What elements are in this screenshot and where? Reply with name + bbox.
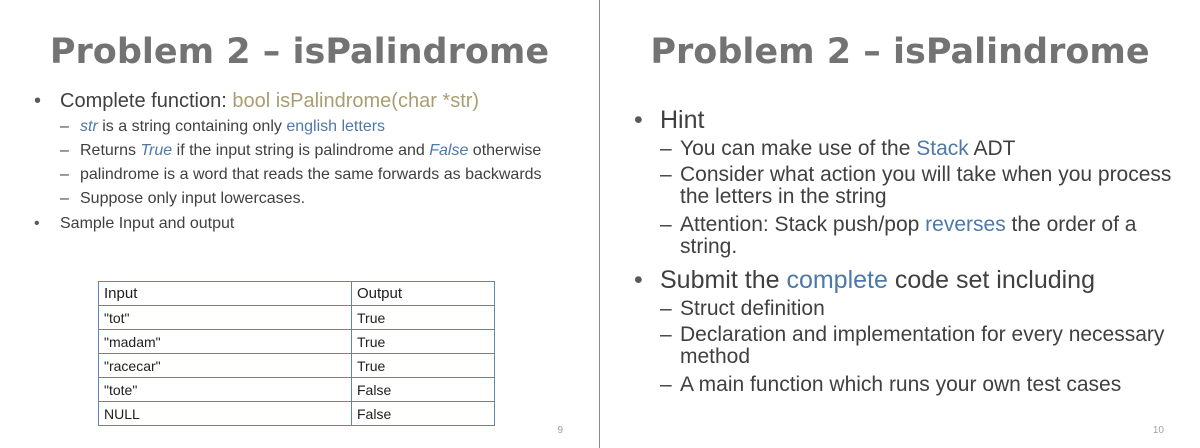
slide-9 (0, 0, 599, 448)
header-output: Output (352, 282, 495, 306)
header-input: Input (99, 282, 352, 306)
sub-bullet-stack-adt: – You can make use of the Stack ADT (660, 137, 1016, 160)
table-row (99, 330, 495, 354)
cell-output: False (352, 402, 495, 426)
function-signature: bool isPalindrome(char *str) (232, 90, 480, 112)
sub-bullet-returns: – Returns True if the input string is palindrome and False otherwise (60, 142, 542, 159)
sub-bullet-palindrome-definition: – palindrome is a word that reads the same forwards as backwards (60, 166, 542, 183)
slide-title: Problem 2 – isPalindrome (650, 32, 1150, 72)
cell-input: "tote" (99, 378, 352, 402)
bullet-hint: • Hint (630, 104, 1175, 136)
bullet-submit: • Submit the complete code set including (630, 264, 1175, 296)
table-row (99, 354, 495, 378)
cell-input: "madam" (99, 330, 352, 354)
sub-bullet-main-function: – A main function which runs your own test cases (660, 373, 1122, 396)
sub-bullet-consider-action: – Consider what action you will take when you process the letters in the string (660, 163, 1172, 208)
cell-output: True (352, 330, 495, 354)
cell-output: True (352, 306, 495, 330)
sub-bullet-struct-definition: – Struct definition (660, 297, 825, 320)
table-header-row (99, 282, 495, 306)
sub-bullet-str: – str is a string containing only english letters (60, 118, 386, 135)
bullet-complete-function: • Complete function: bool isPalindrome(char *str) (30, 88, 550, 114)
sample-io-table (98, 281, 495, 426)
slide-title: Problem 2 – isPalindrome (49, 32, 550, 72)
cell-input: NULL (99, 402, 352, 426)
sub-bullet-attention: – Attention: Stack push/pop reverses the order of a string. (660, 213, 1137, 258)
sub-bullet-declaration: – Declaration and implementation for every necessary method (660, 323, 1165, 368)
cell-output: False (352, 378, 495, 402)
slide-10 (600, 0, 1200, 448)
sub-bullet-lowercase: – Suppose only input lowercases. (60, 190, 306, 207)
bullet-list (630, 104, 1175, 402)
bullet-list (30, 88, 550, 234)
table-row (99, 378, 495, 402)
bullet-sample-io: • Sample Input and output (30, 214, 550, 234)
cell-input: "racecar" (99, 354, 352, 378)
table-row (99, 402, 495, 426)
page-number: 10 (1152, 425, 1164, 436)
cell-output: True (352, 354, 495, 378)
table-row (99, 306, 495, 330)
page-number: 9 (557, 425, 563, 436)
cell-input: "tot" (99, 306, 352, 330)
